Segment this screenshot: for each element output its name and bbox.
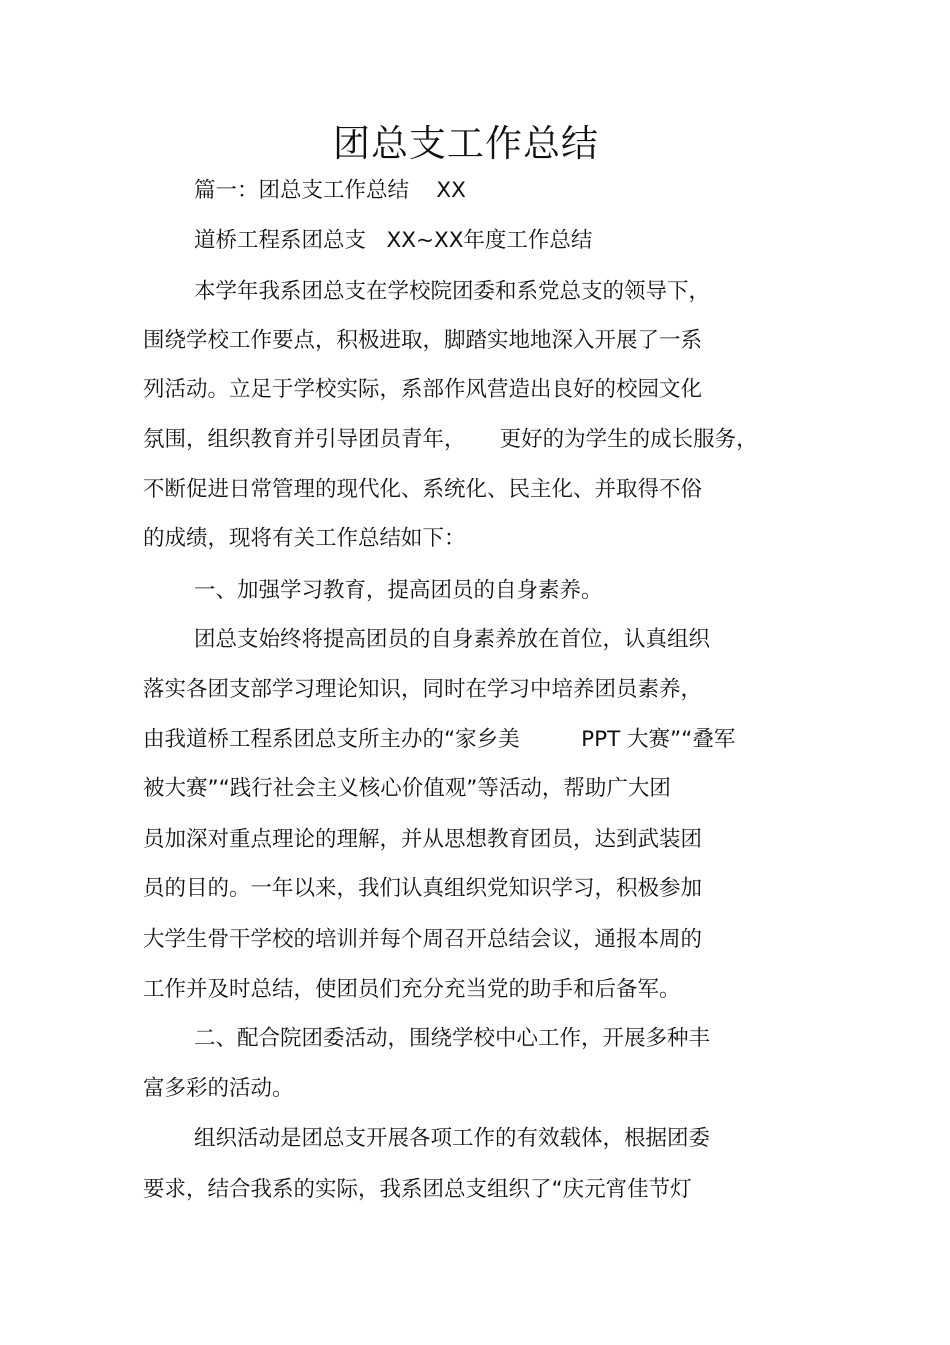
paragraph-line: 要求，结合我系的实际，我系团总支组织了“庆元宵佳节灯 xyxy=(143,1177,692,1202)
subtitle-line: 道桥工程系团总支 XX~XX年度工作总结 xyxy=(194,228,593,253)
document-title: 团总支工作总结 xyxy=(333,122,599,165)
paragraph-line: 列活动。立足于学校实际，系部作风营造出良好的校园文化 xyxy=(143,377,703,402)
section-heading: 二、配合院团委活动，围绕学校中心工作，开展多种丰 xyxy=(194,1026,711,1051)
paragraph-line: 不断促进日常管理的现代化、系统化、民主化、并取得不俗 xyxy=(143,477,703,502)
paragraph-line: 团总支始终将提高团员的自身素养放在首位，认真组织 xyxy=(194,627,711,652)
paragraph-line: 员的目的。一年以来，我们认真组织党知识学习，积极参加 xyxy=(143,876,703,901)
paragraph-line: 围绕学校工作要点，积极进取，脚踏实地地深入开展了一系 xyxy=(143,328,703,353)
paragraph-line: 落实各团支部学习理论知识，同时在学习中培养团员素养， xyxy=(143,677,703,702)
subtitle-line: 篇一：团总支工作总结 XX xyxy=(194,178,466,203)
paragraph-line: 组织活动是团总支开展各项工作的有效载体，根据团委 xyxy=(194,1126,711,1151)
paragraph-line: 氛围，组织教育并引导团员青年， 更好的为学生的成长服务， xyxy=(143,427,758,452)
paragraph-line: 的成绩，现将有关工作总结如下： xyxy=(143,526,466,551)
paragraph-line: 由我道桥工程系团总支所主办的“家乡美 PPT 大赛”“叠军 xyxy=(143,727,736,752)
paragraph-line: 大学生骨干学校的培训并每个周召开总结会议，通报本周的 xyxy=(143,927,703,952)
section-heading: 一、加强学习教育，提高团员的自身素养。 xyxy=(194,578,603,603)
paragraph-line: 员加深对重点理论的理解，并从思想教育团员，达到武装团 xyxy=(143,827,703,852)
paragraph-line: 本学年我系团总支在学校院团委和系党总支的领导下， xyxy=(194,279,711,304)
paragraph-line: 工作并及时总结，使团员们充分充当党的助手和后备军。 xyxy=(143,977,681,1002)
section-heading: 富多彩的活动。 xyxy=(143,1076,294,1101)
paragraph-line: 被大赛”“践行社会主义核心价值观”等活动，帮助广大团 xyxy=(143,776,671,801)
